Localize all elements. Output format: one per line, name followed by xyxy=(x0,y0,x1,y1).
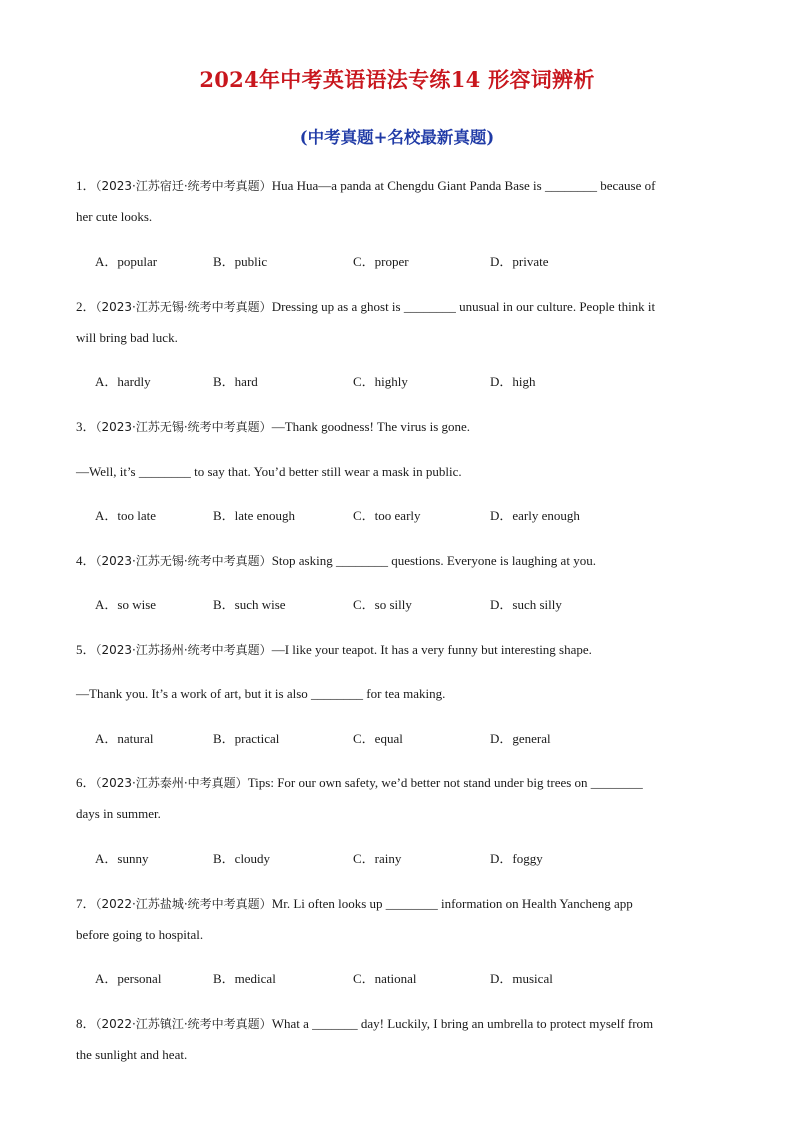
option-d: D．early enough xyxy=(490,508,580,523)
option-a: A．natural xyxy=(95,731,154,746)
question-number: 8． xyxy=(76,1016,96,1031)
option-b: B．cloudy xyxy=(213,851,271,866)
option-d: D．general xyxy=(490,731,551,746)
question-source: （2023·江苏无锡·统考中考真题） xyxy=(95,554,272,568)
question-text: —Thank goodness! The virus is gone. xyxy=(271,419,471,434)
question-2-line-2: will bring bad luck. xyxy=(76,330,178,345)
option-b: B．practical xyxy=(213,731,280,746)
option-c: C．equal xyxy=(353,731,403,746)
option-d: D．foggy xyxy=(490,851,543,866)
question-6-line-2: days in summer. xyxy=(76,806,161,821)
question-6-options xyxy=(0,851,794,867)
page-subtitle: (中考真题+名校最新真题) xyxy=(299,128,495,147)
question-4-line-1 xyxy=(76,553,726,569)
question-number: 4． xyxy=(76,553,96,568)
question-source: （2022·江苏盐城·统考中考真题） xyxy=(95,897,272,911)
option-c: C．highly xyxy=(353,374,408,389)
question-text: What a _______ day! Luckily, I bring an umbrella to protect myself from xyxy=(271,1016,654,1031)
question-text: Tips: For our own safety, we’d better not stand under big trees on ________ xyxy=(247,775,643,790)
question-2-line-1 xyxy=(76,299,726,315)
question-source: （2023·江苏泰州·中考真题） xyxy=(95,776,248,790)
question-number: 1． xyxy=(76,178,96,193)
question-3-line-1 xyxy=(76,419,726,435)
question-number: 3． xyxy=(76,419,96,434)
option-c: C．proper xyxy=(353,254,409,269)
option-b: B．public xyxy=(213,254,268,269)
option-c: C．rainy xyxy=(353,851,402,866)
question-7-options xyxy=(0,971,794,987)
option-c: C．so silly xyxy=(353,597,412,612)
question-5-line-2: —Thank you. It’s a work of art, but it is also ________ for tea making. xyxy=(76,686,446,701)
option-b: B．hard xyxy=(213,374,258,389)
question-5-line-1 xyxy=(76,642,726,658)
option-a: A．so wise xyxy=(95,597,157,612)
question-source: （2023·江苏无锡·统考中考真题） xyxy=(95,420,272,434)
question-text: Dressing up as a ghost is ________ unusual in our culture. People think it xyxy=(271,299,656,314)
option-d: D．musical xyxy=(490,971,553,986)
page-title: 2024年中考英语语法专练14 形容词辨析 xyxy=(199,67,595,92)
question-3-options xyxy=(0,508,794,524)
question-number: 5． xyxy=(76,642,96,657)
question-number: 6． xyxy=(76,775,96,790)
question-7-line-2: before going to hospital. xyxy=(76,927,204,942)
question-source: （2022·江苏镇江·统考中考真题） xyxy=(95,1017,272,1031)
option-a: A．personal xyxy=(95,971,162,986)
question-7-line-1 xyxy=(76,896,726,912)
question-source: （2023·江苏宿迁·统考中考真题） xyxy=(95,179,272,193)
question-4-options xyxy=(0,597,794,613)
question-1-options xyxy=(0,254,794,270)
question-text: Hua Hua—a panda at Chengdu Giant Panda Base is ________ because of xyxy=(271,178,656,193)
question-8-line-1 xyxy=(76,1016,726,1032)
option-a: A．hardly xyxy=(95,374,151,389)
question-3-line-2: —Well, it’s ________ to say that. You’d better still wear a mask in public. xyxy=(76,464,462,479)
question-number: 7． xyxy=(76,896,96,911)
option-c: C．national xyxy=(353,971,417,986)
question-source: （2023·江苏扬州·统考中考真题） xyxy=(95,643,272,657)
question-number: 2． xyxy=(76,299,96,314)
option-c: C．too early xyxy=(353,508,421,523)
option-d: D．high xyxy=(490,374,536,389)
question-5-options xyxy=(0,731,794,747)
question-2-options xyxy=(0,374,794,390)
question-text: Stop asking ________ questions. Everyone is laughing at you. xyxy=(271,553,596,568)
option-b: B．late enough xyxy=(213,508,295,523)
question-8-line-2: the sunlight and heat. xyxy=(76,1047,188,1062)
option-a: A．sunny xyxy=(95,851,149,866)
question-1-line-1 xyxy=(76,178,726,194)
option-b: B．medical xyxy=(213,971,276,986)
option-b: B．such wise xyxy=(213,597,286,612)
question-6-line-1 xyxy=(76,775,726,791)
question-source: （2023·江苏无锡·统考中考真题） xyxy=(95,300,272,314)
question-text: —I like your teapot. It has a very funny but interesting shape. xyxy=(271,642,592,657)
option-d: D．such silly xyxy=(490,597,562,612)
option-a: A．popular xyxy=(95,254,158,269)
question-text: Mr. Li often looks up ________ information on Health Yancheng app xyxy=(271,896,633,911)
option-a: A．too late xyxy=(95,508,157,523)
option-d: D．private xyxy=(490,254,549,269)
question-1-line-2: her cute looks. xyxy=(76,209,153,224)
